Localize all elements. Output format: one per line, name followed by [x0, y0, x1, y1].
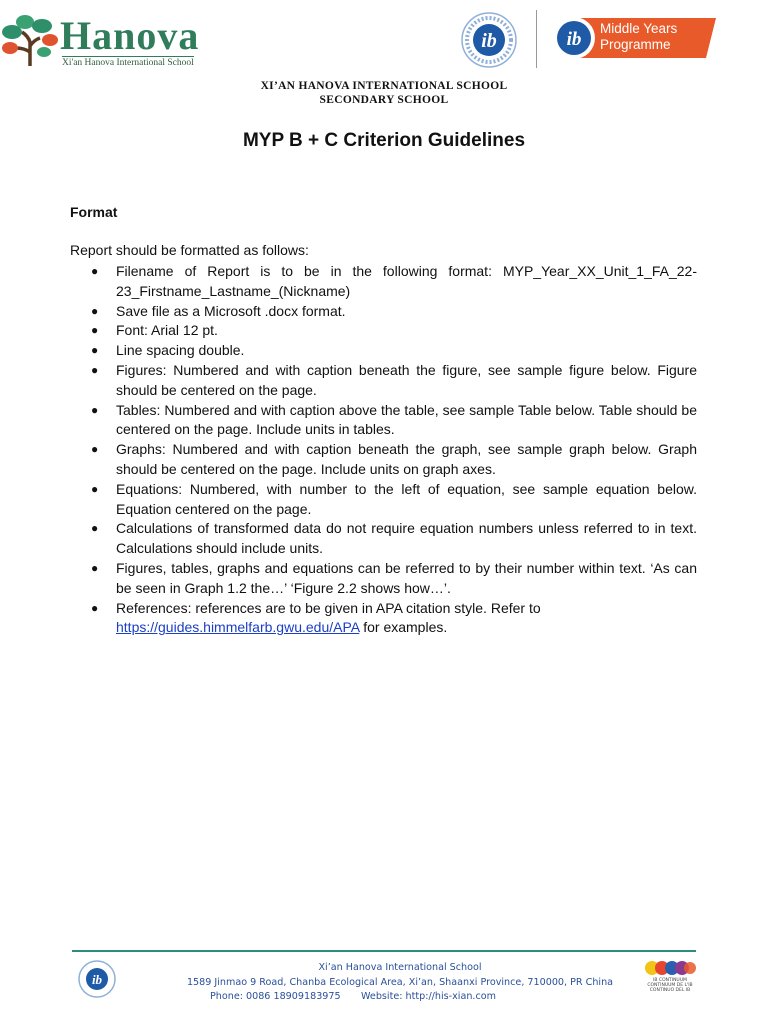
school-name: XI’AN HANOVA INTERNATIONAL SCHOOL — [260, 80, 508, 92]
list-item-text: Font: Arial 12 pt. — [116, 322, 218, 339]
list-item — [70, 440, 697, 480]
list-item-text: Graphs: Numbered and with caption beneath the graph, see sample graph below. Graph should be centered on the page. Include units on graph axes. — [116, 441, 697, 477]
bullet-icon: ● — [91, 362, 99, 377]
hanova-wordmark: Hanova — [60, 13, 200, 58]
continuum-line: IB CONTINUUM — [653, 978, 687, 983]
list-item — [70, 361, 697, 401]
apa-guide-link[interactable]: https://guides.himmelfarb.gwu.edu/APA — [116, 619, 360, 636]
svg-text:ib: ib — [481, 30, 497, 52]
tree-icon — [0, 12, 60, 68]
bullet-icon: ● — [91, 521, 99, 536]
bullet-icon: ● — [91, 481, 99, 496]
list-item-references — [70, 599, 697, 639]
list-item-text: Filename of Report is to be in the following format: MYP_Year_XX_Unit_1_FA_22-23_Firstname_Lastname_(Nickname) — [116, 263, 697, 299]
references-text: References: references are to be given in APA citation style. Refer to — [116, 599, 541, 616]
svg-text:ib: ib — [91, 972, 103, 987]
page-title: MYP B + C Criterion Guidelines — [242, 130, 526, 151]
myp-line-1: Middle Years — [600, 21, 678, 36]
hanova-logo — [0, 10, 230, 70]
list-item-text: Equations: Numbered, with number to the left of equation, see sample equation below. Equation centered on the page. — [116, 480, 697, 517]
list-item-text: Figures: Numbered and with caption beneath the figure, see sample figure below. Figure should be centered on the page. — [116, 361, 697, 398]
continuum-line: CONTINUO DEL IB — [649, 988, 691, 993]
myp-line-2: Programme — [600, 37, 671, 52]
section-heading: Format — [70, 204, 118, 220]
svg-text:ib: ib — [566, 29, 582, 50]
list-item — [70, 559, 697, 599]
footer-address: 1589 Jinmao 9 Road, Chanba Ecological Area, Xi’an, Shaanxi Province, 710000, PR China — [186, 977, 614, 988]
footer-website: Website: http://his-xian.com — [361, 991, 496, 1002]
ib-seal-icon — [461, 12, 517, 68]
bullet-icon: ● — [91, 343, 99, 358]
myp-label — [600, 21, 677, 53]
list-item — [70, 519, 697, 559]
list-item — [70, 401, 697, 441]
list-item-text: Figures, tables, graphs and equations can be referred to by their number within text. ‘As can be seen in Graph 1.2 the…’ ‘Figure 2.2 shows how…’. — [116, 559, 697, 596]
logo-divider — [536, 10, 537, 68]
footer-divider — [72, 950, 696, 952]
bullet-icon: ● — [91, 560, 99, 575]
footer-ib-seal-icon — [78, 960, 116, 998]
footer-phone: Phone: 0086 18909183975 — [210, 991, 341, 1002]
bullet-icon: ● — [91, 323, 99, 338]
list-item — [70, 341, 697, 361]
bullet-icon: ● — [91, 303, 99, 318]
list-item-text: Tables: Numbered and with caption above the table, see sample Table below. Table should be centered on the page. Include units in tables. — [116, 401, 697, 438]
list-item-text: Save file as a Microsoft .docx format. — [116, 302, 346, 319]
hanova-subtitle: Xi'an Hanova International School — [62, 58, 194, 68]
format-rules-list — [70, 262, 697, 638]
list-item-text: Calculations of transformed data do not require equation numbers unless referred to in text. Calculations should include units. — [116, 520, 697, 557]
bullet-icon: ● — [91, 402, 99, 417]
list-item-text: Line spacing double. — [116, 342, 245, 359]
bullet-icon: ● — [91, 600, 99, 615]
school-division: SECONDARY SCHOOL — [319, 94, 449, 106]
bullet-icon: ● — [91, 442, 99, 457]
list-item — [70, 302, 697, 322]
section-intro: Report should be formatted as follows: — [70, 242, 309, 258]
list-item — [70, 262, 697, 302]
list-item — [70, 480, 697, 520]
bullet-icon: ● — [91, 264, 99, 278]
list-item — [70, 321, 697, 341]
footer-school: Xi’an Hanova International School — [318, 962, 482, 973]
references-tail: for examples. — [359, 619, 448, 636]
continuum-line: CONTINUUM DE L'IB — [647, 983, 693, 988]
continuum-caption — [640, 978, 700, 993]
